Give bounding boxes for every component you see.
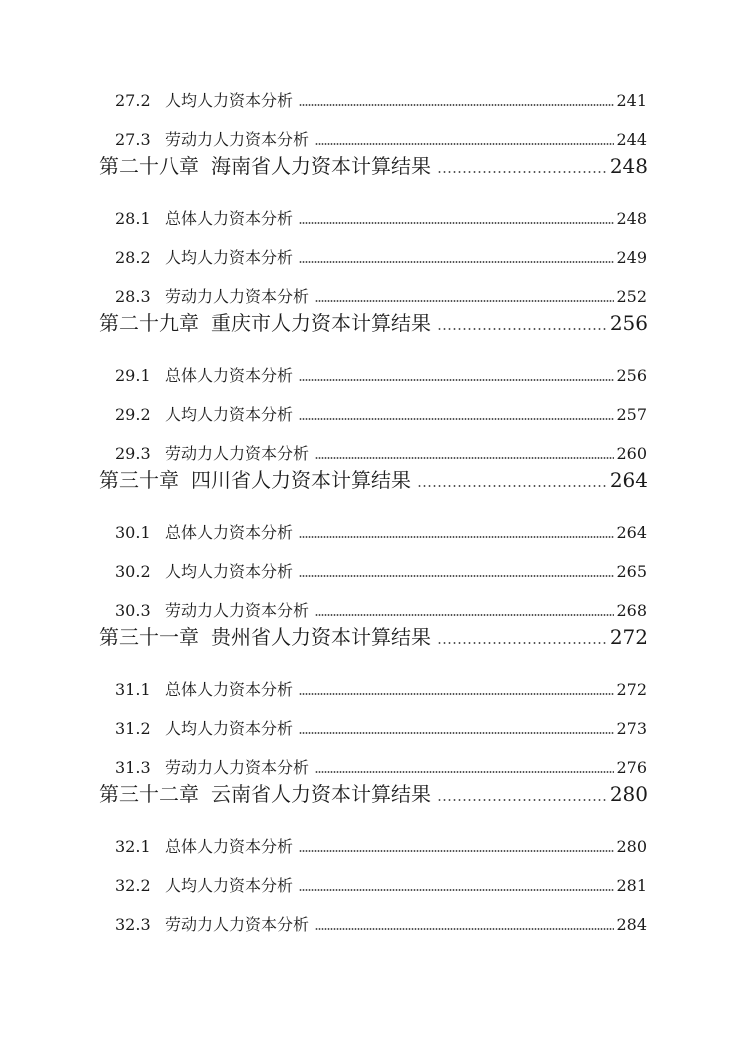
page-number: 257: [616, 405, 647, 424]
page-number: 280: [609, 782, 648, 806]
dot-leader: [299, 693, 614, 695]
dot-leader: [299, 261, 614, 263]
dot-leader: [315, 300, 614, 302]
page-number: 256: [616, 366, 647, 385]
section-title: 劳动力人力资本分析: [165, 444, 310, 463]
page-number: 281: [616, 876, 647, 895]
dot-leader: [437, 799, 608, 801]
page-number: 248: [616, 209, 647, 228]
section-title: 人均人力资本分析: [165, 91, 294, 110]
page-number: 252: [616, 287, 647, 306]
dot-leader: [315, 457, 614, 459]
section-title: 人均人力资本分析: [165, 405, 294, 424]
section-number: 27.3: [115, 130, 151, 149]
section-title: 总体人力资本分析: [165, 680, 294, 699]
section-title: 总体人力资本分析: [165, 523, 294, 542]
toc-chapter-entry[interactable]: [0, 464, 746, 511]
dot-leader: [299, 732, 614, 734]
dot-leader: [299, 379, 614, 381]
section-number: 28.3: [115, 287, 151, 306]
section-title: 人均人力资本分析: [165, 719, 294, 738]
section-number: 31.1: [115, 680, 151, 699]
chapter-label: 第三十一章: [99, 625, 199, 649]
section-number: 28.2: [115, 248, 151, 267]
page-number: 265: [616, 562, 647, 581]
section-title: 劳动力人力资本分析: [165, 601, 310, 620]
section-title: 人均人力资本分析: [165, 876, 294, 895]
toc-section-entry[interactable]: [0, 912, 746, 951]
section-title: 劳动力人力资本分析: [165, 758, 310, 777]
dot-leader: [315, 928, 614, 930]
toc-section-entry[interactable]: [0, 245, 746, 284]
page-number: 272: [609, 625, 648, 649]
section-title: 人均人力资本分析: [165, 248, 294, 267]
dot-leader: [437, 642, 608, 644]
section-number: 27.2: [115, 91, 151, 110]
toc-section-entry[interactable]: [0, 206, 746, 245]
section-title: 人均人力资本分析: [165, 562, 294, 581]
chapter-label: 第二十八章: [99, 154, 199, 178]
page-number: 249: [616, 248, 647, 267]
dot-leader: [299, 889, 614, 891]
dot-leader: [315, 771, 614, 773]
section-number: 28.1: [115, 209, 151, 228]
section-number: 29.2: [115, 405, 151, 424]
toc-section-entry[interactable]: [0, 834, 746, 873]
toc-section-entry[interactable]: [0, 88, 746, 127]
toc-section-entry[interactable]: [0, 873, 746, 912]
page-number: 244: [616, 130, 647, 149]
page-number: 284: [616, 915, 647, 934]
chapter-label: 第二十九章: [99, 311, 199, 335]
chapter-title: 海南省人力资本计算结果: [211, 154, 431, 178]
toc-chapter-entry[interactable]: [0, 621, 746, 668]
dot-leader: [417, 485, 608, 487]
section-number: 32.2: [115, 876, 151, 895]
dot-leader: [437, 171, 608, 173]
section-number: 31.2: [115, 719, 151, 738]
dot-leader: [299, 850, 614, 852]
chapter-title: 贵州省人力资本计算结果: [211, 625, 431, 649]
section-number: 30.2: [115, 562, 151, 581]
page-number: 264: [609, 468, 648, 492]
dot-leader: [299, 104, 614, 106]
dot-leader: [299, 222, 614, 224]
chapter-label: 第三十二章: [99, 782, 199, 806]
page-number: 268: [616, 601, 647, 620]
section-title: 劳动力人力资本分析: [165, 915, 310, 934]
dot-leader: [299, 536, 614, 538]
dot-leader: [437, 328, 608, 330]
section-number: 32.1: [115, 837, 151, 856]
section-number: 31.3: [115, 758, 151, 777]
page-number: 241: [616, 91, 647, 110]
section-number: 29.1: [115, 366, 151, 385]
page-number: 256: [609, 311, 648, 335]
page-number: 273: [616, 719, 647, 738]
toc-section-entry[interactable]: [0, 716, 746, 755]
toc-chapter-entry[interactable]: [0, 778, 746, 825]
toc-chapter-entry[interactable]: [0, 307, 746, 354]
chapter-label: 第三十章: [99, 468, 179, 492]
page-number: 276: [616, 758, 647, 777]
section-title: 总体人力资本分析: [165, 209, 294, 228]
section-number: 32.3: [115, 915, 151, 934]
page-number: 264: [616, 523, 647, 542]
dot-leader: [315, 143, 614, 145]
section-number: 30.3: [115, 601, 151, 620]
section-number: 29.3: [115, 444, 151, 463]
page-number: 280: [616, 837, 647, 856]
section-number: 30.1: [115, 523, 151, 542]
page-number: 248: [609, 154, 648, 178]
dot-leader: [299, 418, 614, 420]
chapter-title: 云南省人力资本计算结果: [211, 782, 431, 806]
toc-section-entry[interactable]: [0, 363, 746, 402]
table-of-contents: [0, 88, 746, 951]
page-number: 272: [616, 680, 647, 699]
dot-leader: [299, 575, 614, 577]
page-number: 260: [616, 444, 647, 463]
chapter-title: 四川省人力资本计算结果: [191, 468, 411, 492]
section-title: 总体人力资本分析: [165, 366, 294, 385]
section-title: 劳动力人力资本分析: [165, 130, 310, 149]
toc-section-entry[interactable]: [0, 559, 746, 598]
section-title: 总体人力资本分析: [165, 837, 294, 856]
section-title: 劳动力人力资本分析: [165, 287, 310, 306]
chapter-title: 重庆市人力资本计算结果: [211, 311, 431, 335]
toc-section-entry[interactable]: [0, 402, 746, 441]
toc-chapter-entry[interactable]: [0, 150, 746, 197]
dot-leader: [315, 614, 614, 616]
toc-section-entry[interactable]: [0, 677, 746, 716]
toc-section-entry[interactable]: [0, 520, 746, 559]
